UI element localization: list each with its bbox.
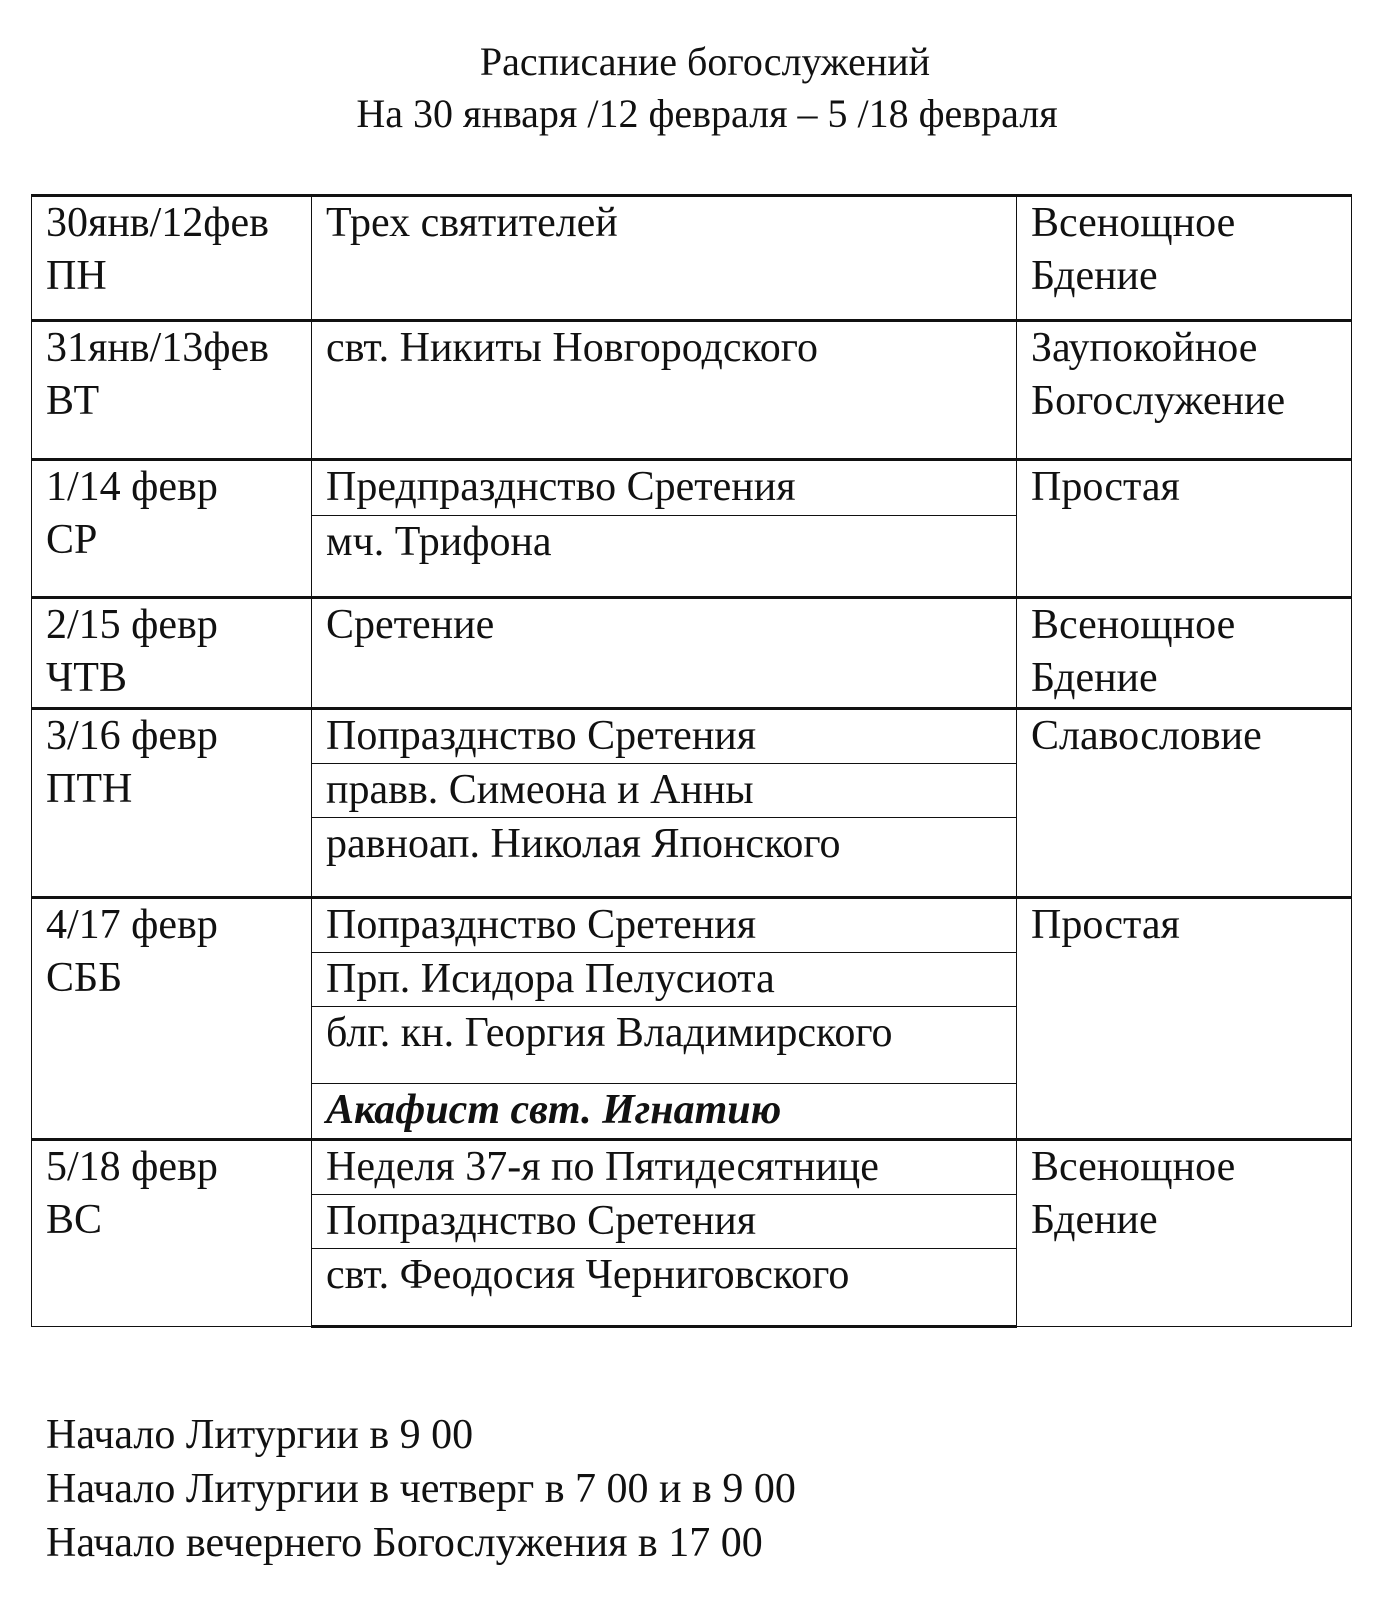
service-type-cell (1017, 460, 1352, 598)
schedule-row (32, 196, 1352, 321)
service-type: Всенощное (1031, 602, 1236, 648)
service-type: Простая (1031, 902, 1180, 948)
feast-name: мч. Трифона (326, 519, 552, 565)
feast-cell (312, 1195, 1017, 1249)
service-type: Бдение (1031, 655, 1158, 701)
page-title: Расписание богослужений (479, 39, 931, 84)
day-weekday: СББ (46, 955, 123, 1001)
feast-cell (312, 898, 1017, 953)
service-type: Бдение (1031, 1197, 1158, 1243)
feast-name: Прп. Исидора Пелусиота (326, 956, 775, 1002)
day-weekday: ПТН (46, 766, 133, 812)
service-type-cell (1017, 598, 1352, 709)
feast-cell (312, 516, 1017, 598)
service-type: Простая (1031, 464, 1180, 510)
feast-name: правв. Симеона и Анны (326, 767, 754, 813)
service-type: Всенощное (1031, 200, 1236, 246)
day-weekday: ПН (46, 253, 107, 299)
feast-name: блг. кн. Георгия Владимирского (326, 1010, 893, 1056)
feast-cell (312, 1249, 1017, 1327)
feast-cell (312, 460, 1017, 516)
akafist-label: Акафист свт. Игнатию (326, 1087, 782, 1133)
day-date: 31янв/13фев (46, 325, 269, 371)
service-type-cell (1017, 898, 1352, 1140)
feast-cell (312, 953, 1017, 1007)
schedule-row (32, 709, 1352, 764)
liturgy-time: Начало Литургии в 9 00 (46, 1412, 474, 1458)
schedule-row (32, 321, 1352, 460)
feast-name: равноап. Николая Японского (326, 821, 841, 867)
schedule-row (32, 460, 1352, 516)
service-times (46, 1408, 796, 1570)
feast-cell (312, 321, 1017, 460)
feast-cell (312, 1140, 1017, 1195)
day-weekday: ЧТВ (46, 655, 127, 701)
feast-name: свт. Феодосия Черниговского (326, 1252, 850, 1298)
service-type: Славословие (1031, 713, 1262, 759)
day-date: 1/14 февр (46, 464, 218, 510)
service-type: Всенощное (1031, 1144, 1236, 1190)
feast-cell (312, 1084, 1017, 1140)
service-type: Богослужение (1031, 378, 1286, 424)
day-cell (32, 1140, 312, 1327)
feast-name: Предпразднство Сретения (326, 464, 796, 510)
day-date: 5/18 февр (46, 1144, 218, 1190)
day-weekday: ВС (46, 1197, 103, 1243)
feast-name: Попразднство Сретения (326, 902, 757, 948)
evening-service-time: Начало вечернего Богослужения в 17 00 (46, 1520, 763, 1566)
service-type: Заупокойное (1031, 325, 1258, 371)
service-type-cell (1017, 321, 1352, 460)
feast-cell (312, 1007, 1017, 1084)
schedule-row (32, 598, 1352, 709)
feast-name: свт. Никиты Новгородского (326, 325, 818, 371)
day-date: 2/15 февр (46, 602, 218, 648)
schedule-period: На 30 января /12 февраля – 5 /18 февраля (356, 91, 1058, 136)
thursday-liturgy-time: Начало Литургии в четверг в 7 00 и в 9 00 (46, 1466, 796, 1512)
day-date: 3/16 февр (46, 713, 218, 759)
service-type-cell (1017, 709, 1352, 898)
feast-cell (312, 598, 1017, 709)
day-cell (32, 196, 312, 321)
day-cell (32, 460, 312, 598)
day-cell (32, 321, 312, 460)
day-weekday: ВТ (46, 378, 100, 424)
day-date: 30янв/12фев (46, 200, 269, 246)
schedule-row (32, 1140, 1352, 1195)
feast-cell (312, 764, 1017, 818)
day-cell (32, 709, 312, 898)
feast-name: Попразднство Сретения (326, 713, 757, 759)
feast-name: Неделя 37-я по Пятидесятнице (326, 1144, 879, 1190)
feast-name: Попразднство Сретения (326, 1198, 757, 1244)
feast-cell (312, 196, 1017, 321)
service-type-cell (1017, 1140, 1352, 1327)
day-date: 4/17 февр (46, 902, 218, 948)
service-type-cell (1017, 196, 1352, 321)
schedule-table (31, 194, 1352, 1328)
schedule-row (32, 898, 1352, 953)
feast-name: Сретение (326, 602, 495, 648)
day-cell (32, 598, 312, 709)
feast-cell (312, 709, 1017, 764)
feast-cell (312, 818, 1017, 898)
feast-name: Трех святителей (326, 200, 618, 246)
service-type: Бдение (1031, 253, 1158, 299)
day-weekday: СР (46, 517, 98, 563)
day-cell (32, 898, 312, 1140)
